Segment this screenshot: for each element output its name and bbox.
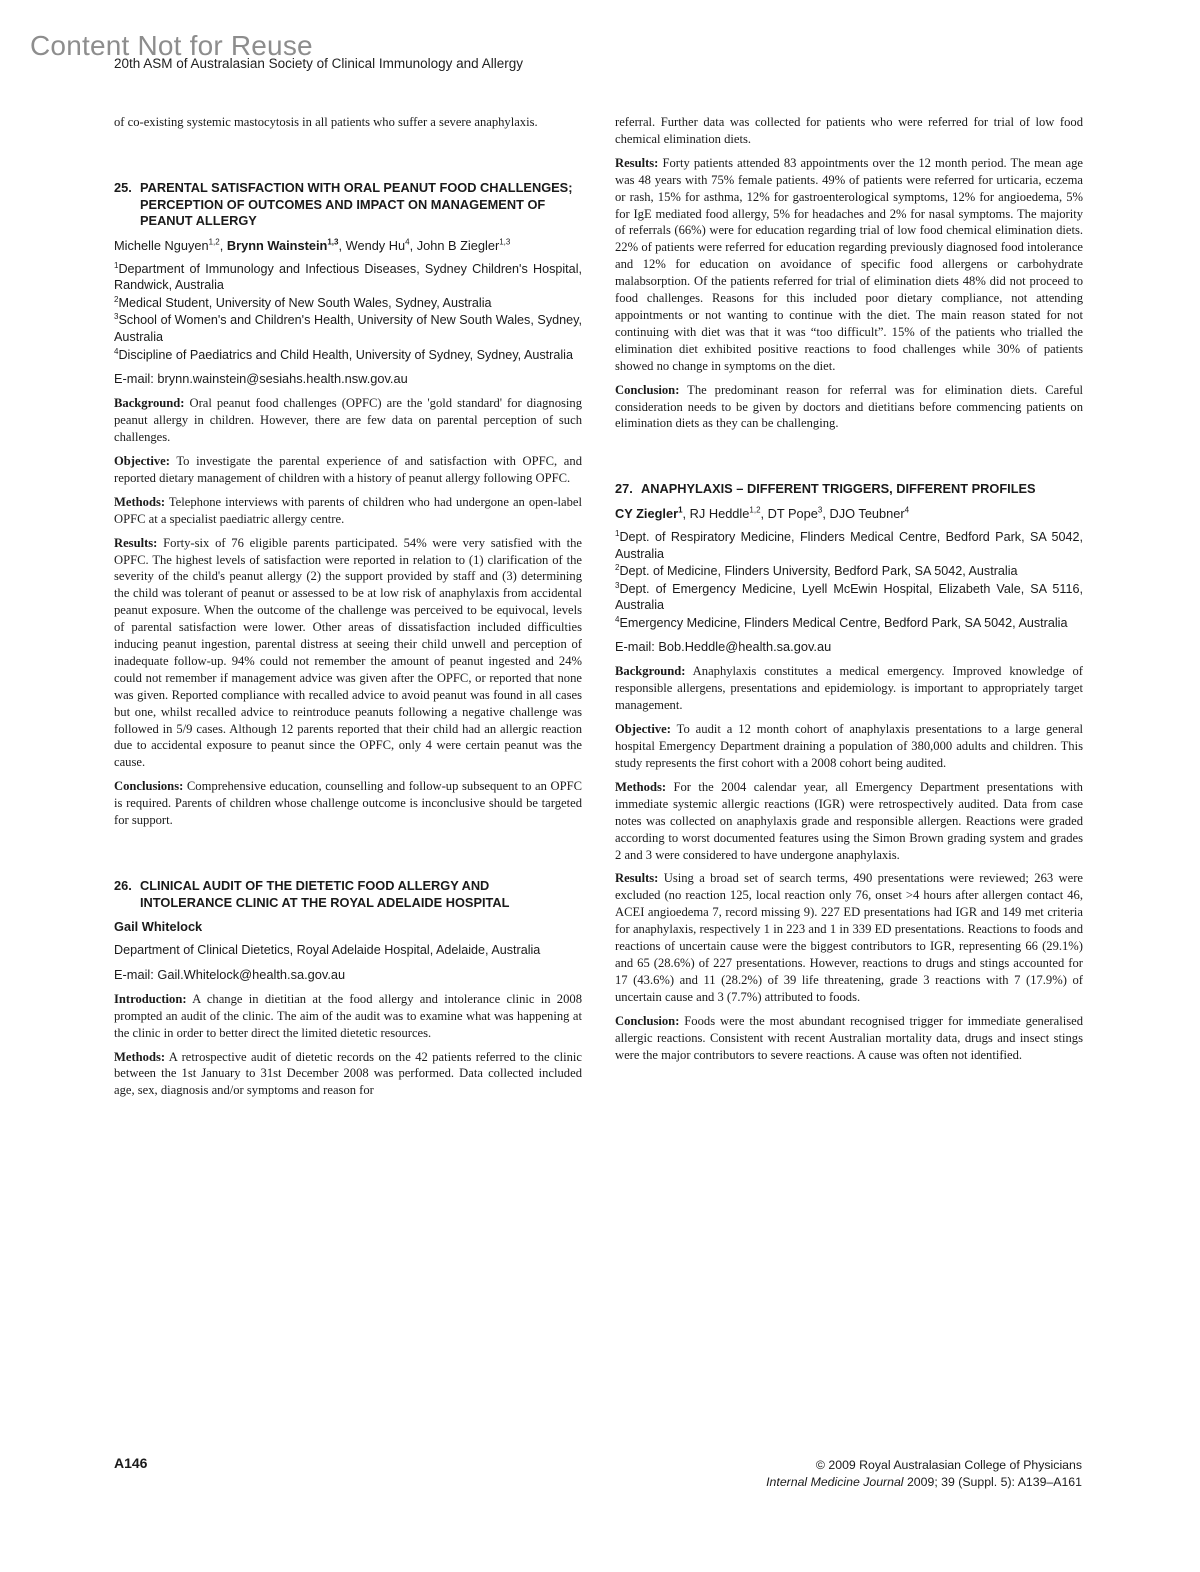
left-column: [114, 114, 582, 1106]
affiliation: $^2$Dept. of Medicine, Flinders University, Bedford Park, SA 5042, Australia: [615, 562, 1018, 579]
page-number: A146: [114, 1455, 148, 1471]
section-conclusions: Conclusions: Comprehensive education, counselling and follow-up subsequent to an OPFC is required. Parents of children whose challenge outcome is inconclusive should be targeted for support.: [114, 779, 582, 828]
right-column: [615, 114, 1083, 1070]
author: John B Ziegler$^{1,3}$: [416, 237, 511, 253]
journal-name: Internal Medicine Journal: [766, 1474, 904, 1489]
section-methods: Methods: A retrospective audit of dietetic records on the 42 patients referred to the clinic between the 1st January to 31st December 2008 was performed. Data collected included age, sex, diagnosis and/or symptoms and reason for: [114, 1049, 582, 1098]
abstract-25: [114, 180, 582, 829]
email-address: E-mail: Gail.Whitelock@health.sa.gov.au: [114, 966, 346, 982]
affiliation: $^3$Dept. of Emergency Medicine, Lyell McEwin Hospital, Elizabeth Vale, SA 5116, Australia: [615, 580, 1083, 613]
copyright-notice: © 2009 Royal Australasian College of Physicians: [815, 1458, 1082, 1472]
email-address: E-mail: Bob.Heddle@health.sa.gov.au: [615, 639, 832, 655]
abstract-title-text: ANAPHYLAXIS – DIFFERENT TRIGGERS, DIFFERENT PROFILES: [641, 481, 1036, 497]
abstract-27: [615, 481, 1083, 1063]
footer-citation: [766, 1457, 1082, 1490]
author-list: Michelle Nguyen$^{1,2}$, Brynn Wainstein$^{1,3}$, Wendy Hu$^4$, John B Ziegler$^{1,3}$: [114, 237, 511, 253]
abstract-title: [114, 180, 582, 230]
affiliation: $^2$Medical Student, University of New South Wales, Sydney, Australia: [114, 294, 492, 310]
abstract-title-text: PARENTAL SATISFACTION WITH ORAL PEANUT FOOD CHALLENGES; PERCEPTION OF OUTCOMES AND IMPACT ON MANAGEMENT OF PEANUT ALLERGY: [140, 179, 573, 229]
author-presenting: Brynn Wainstein$^{1,3}$: [226, 237, 339, 253]
section-conclusion: Conclusion: Foods were the most abundant recognised trigger for immediate generalised allergic reactions. Consistent with recent Australian mortality data, drugs and insect stings were the major contributors to severe reactions. A cause was often not identified.: [615, 1013, 1083, 1062]
author-presenting: CY Ziegler$^1$: [615, 505, 683, 521]
email-address: E-mail: brynn.wainstein@sesiahs.health.nsw.gov.au: [114, 371, 408, 387]
affiliation: Department of Clinical Dietetics, Royal Adelaide Hospital, Adelaide, Australia: [114, 943, 541, 958]
affiliation: $^1$Department of Immunology and Infectious Diseases, Sydney Children's Hospital, Randwick, Australia: [114, 260, 582, 293]
abstract-title: [114, 878, 582, 911]
author: DT Pope$^3$,: [767, 505, 830, 521]
abstract-number: 26.: [114, 878, 132, 893]
author: DJO Teubner$^4$: [829, 505, 910, 521]
abstract-number: 25.: [114, 179, 132, 195]
abstract-title-text: CLINICAL AUDIT OF THE DIETETIC FOOD ALLERGY AND INTOLERANCE CLINIC AT THE ROYAL ADELAIDE HOSPITAL: [140, 878, 510, 910]
author: RJ Heddle$^{1,2}$,: [689, 505, 768, 521]
section-results: Results: Using a broad set of search terms, 490 presentations were reviewed; 263 were excluded (no reaction 125, local reaction only 76, onset >4 hours after allergen contact 46, ACEI angioedema 7, record missing 9). 227 ED presentations had IGR and 149 met criteria for anaphylaxis, respectively 1 in 223 and 1 in 339 ED presentations. Reactions to foods and reactions of uncertain cause were the biggest contributors to IGR, representing 66 (29.1%) and 65 (28.6%) of 227 presentations. However, reactions to drugs and stings accounted for 17 (43.6%) and 11 (28.2%) of 39 life threatening, grade 3 reactions with 7 (17.9%) of uncertain cause and 3 (7.7%) attributed to foods.: [615, 871, 1083, 1004]
abstract-title: [615, 481, 1083, 498]
carryover-text: of co-existing systemic mastocytosis in all patients who suffer a severe anaphylaxis.: [114, 115, 538, 129]
section-results: Results: Forty patients attended 83 appointments over the 12 month period. The mean age was 48 years with 75% female patients. 49% of patients were referred for urticaria, eczema or rash, 15% for asthma, 12% for gastroenterological symptoms, 12% for angioedema, 5% for IgE mediated food allergy, 5% for headaches and 2% for nasal symptoms. The majority of referrals (66%) were for education regarding trial of low food chemical elimination diets. 22% of patients were referred for education regarding previously diagnosed food intolerance and 12% for education on avoidance of specific food allergens or carbohydrate malabsorption. Of the patients referred for trial of elimination diets 48% did not proceed to food challenges. Reasons for this included poor dietary compliance, not attending appointments or not wanting to continue with the diet. The main reason stated for not continuing with diet was that it was “too difficult”. 15% of the patients who trialled the elimination diet exhibited positive reactions to food challenges while 30% of patients showed no change in symptoms on the diet.: [615, 155, 1083, 373]
author: Michelle Nguyen$^{1,2}$,: [114, 237, 227, 253]
section-objective: Objective: To audit a 12 month cohort of anaphylaxis presentations to a large general hospital Emergency Department draining a population of 380,000 adults and children. This study represents the first cohort with a 2008 cohort being audited.: [615, 722, 1084, 770]
author-presenting: Gail Whitelock: [114, 919, 203, 935]
section-results: Results: Forty-six of 76 eligible parents participated. 54% were very satisfied with the OPFC. The highest levels of satisfaction were reported in relation to (1) clarification of the severity of the child's peanut allergy (2) the support provided by staff and (3) determining the child was tolerant of peanut or assessed to be at low risk of anaphylaxis from accidental peanut exposure. When the outcome of the challenge was perceived to be equivocal, levels of parental satisfaction were lower. Other areas of dissatisfaction included difficulties inducing peanut ingestion, parental distress at seeing their child unwell and perception of inadequate follow-up. 94% could not remember the amount of peanut ingested and 24% could not remember if management advice was given after the OPFC, or reported that none was given. Reported compliance with recalled advice to avoid peanut was found in all cases but one, whilst recalled advice to reintroduce peanuts following a negative challenge was followed in 5/9 cases. Although 12 parents reported that their child had an allergic reaction due to accidental exposure to peanut since the OPFC, only 4 were certain peanut was the cause.: [114, 535, 582, 770]
section-objective: Objective: To investigate the parental experience of and satisfaction with OPFC, and reported dietary management of children with a history of peanut allergy following OPFC.: [114, 453, 582, 485]
affiliation: $^4$Discipline of Paediatrics and Child Health, University of Sydney, Sydney, Australia: [114, 346, 573, 362]
watermark: Content Not for Reuse: [30, 30, 313, 61]
section-introduction: Introduction: A change in dietitian at the food allergy and intolerance clinic in 2008 prompted an audit of the clinic. The aim of the audit was to examine what was happening at the clinic in order to better direct the limited dietetic resources.: [114, 991, 582, 1040]
abstract-26: [114, 878, 582, 1099]
journal-reference: Internal Medicine Journal 2009; 39 (Suppl. 5): A139–A161: [766, 1474, 1082, 1489]
abstract-number: 27.: [615, 481, 633, 497]
author: Wendy Hu$^4$,: [345, 237, 417, 253]
author-list: CY Ziegler$^1$, RJ Heddle$^{1,2}$, DT Pope$^3$, DJO Teubner$^4$: [615, 505, 910, 521]
author-list: [114, 918, 582, 935]
affiliation: $^4$Emergency Medicine, Flinders Medical Centre, Bedford Park, SA 5042, Australia: [615, 614, 1068, 630]
section-methods: Methods: For the 2004 calendar year, all Emergency Department presentations with immediate systemic allergic reactions (IGR) were retrospectively audited. Data from case notes was collected on anaphylaxis grade and responsible allergen. Reactions were graded according to worst documented features using the Simon Brown grading system and grades 2 and 3 were considered to have undergone anaphylaxis.: [615, 779, 1083, 862]
section-background: Background: Anaphylaxis constitutes a medical emergency. Improved knowledge of responsible allergens, presentations and epidemiology. is important to appropriately target management.: [615, 664, 1083, 713]
section-methods: Methods: Telephone interviews with parents of children who had undergone an open-label OPFC at a specialist paediatric allergy centre.: [114, 494, 582, 526]
section-background: Background: Oral peanut food challenges (OPFC) are the 'gold standard' for diagnosing peanut allergy in children. However, there are few data on parental perception of such challenges.: [114, 396, 582, 445]
carryover-text: referral. Further data was collected for patients who were referred for trial of low food chemical elimination diets.: [615, 115, 1083, 146]
affiliation: $^1$Dept. of Respiratory Medicine, Flinders Medical Centre, Bedford Park, SA 5042, Australia: [615, 528, 1083, 561]
running-head: 20th ASM of Australasian Society of Clinical Immunology and Allergy: [114, 56, 523, 71]
section-conclusion: Conclusion: The predominant reason for referral was for elimination diets. Careful consideration needs to be given by doctors and dietitians before commencing patients on elimination diets as they can be challenging.: [615, 382, 1083, 431]
affiliation: $^3$School of Women's and Children's Health, University of New South Wales, Sydney, Australia: [114, 312, 582, 345]
